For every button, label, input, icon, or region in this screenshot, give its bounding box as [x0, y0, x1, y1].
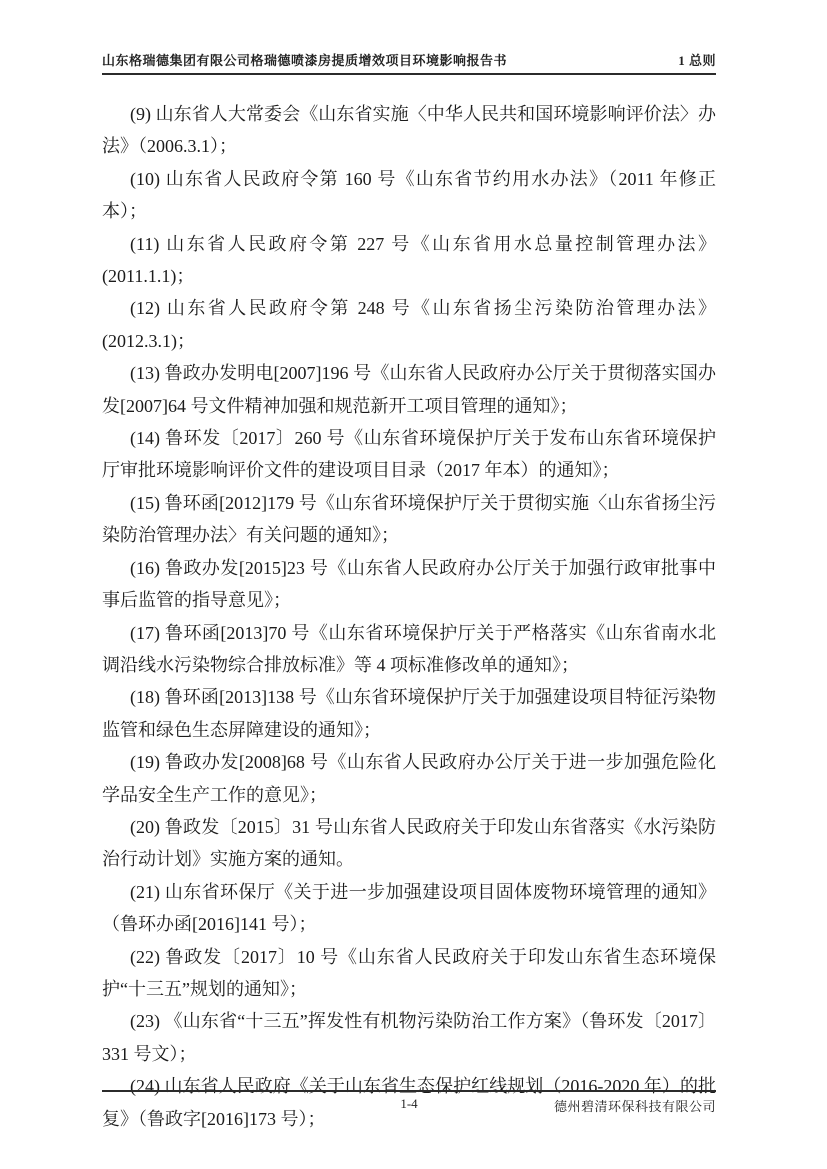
reference-item: (21) 山东省环保厅《关于进一步加强建设项目固体废物环境管理的通知》（鲁环办函[2016]141 号）； [102, 881, 716, 935]
document-body [102, 98, 716, 1135]
reference-item: (13) 鲁政办发明电[2007]196 号《山东省人民政府办公厅关于贯彻落实国办发[2007]64 号文件精神加强和规范新开工项目管理的通知》； [102, 363, 716, 416]
reference-item: (11) 山东省人民政府令第 227 号《山东省用水总量控制管理办法》(2011.1.1)； [102, 233, 716, 287]
page-header [102, 50, 716, 75]
page-number: 1-4 [400, 1096, 418, 1111]
footer-company-name: 德州碧清环保科技有限公司 [553, 1099, 716, 1114]
reference-item: (19) 鲁政办发[2008]68 号《山东省人民政府办公厅关于进一步加强危险化学品安全生产工作的意见》； [102, 752, 716, 805]
page-footer [102, 1096, 716, 1116]
reference-item: (16) 鲁政办发[2015]23 号《山东省人民政府办公厅关于加强行政审批事中事后监管的指导意见》； [102, 557, 716, 611]
reference-item: (18) 鲁环函[2013]138 号《山东省环境保护厅关于加强建设项目特征污染物监管和绿色生态屏障建设的通知》； [102, 687, 716, 740]
reference-item: (9) 山东省人大常委会《山东省实施〈中华人民共和国环境影响评价法〉办法》（2006.3.1）； [102, 104, 716, 157]
reference-item: (10) 山东省人民政府令第 160 号《山东省节约用水办法》（2011 年修正本）； [102, 168, 716, 222]
reference-item: (22) 鲁政发〔2017〕10 号《山东省人民政府关于印发山东省生态环境保护“十三五”规划的通知》； [102, 946, 716, 999]
reference-item: (15) 鲁环函[2012]179 号《山东省环境保护厅关于贯彻实施〈山东省扬尘污染防治管理办法〉有关问题的通知》； [102, 492, 716, 546]
reference-item: (23) 《山东省“十三五”挥发性有机物污染防治工作方案》（鲁环发〔2017〕331 号文）； [102, 1011, 716, 1064]
reference-item: (17) 鲁环函[2013]70 号《山东省环境保护厅关于严格落实《山东省南水北调沿线水污染物综合排放标准》等 4 项标准修改单的通知》； [102, 622, 716, 675]
reference-item: (12) 山东省人民政府令第 248 号《山东省扬尘污染防治管理办法》(2012.3.1)； [102, 298, 716, 351]
chapter-label: 1 总则 [678, 53, 716, 68]
report-title: 山东格瑞德集团有限公司格瑞德喷漆房提质增效项目环境影响报告书 [102, 53, 508, 68]
reference-item: (24) 山东省人民政府《关于山东省生态保护红线规划（2016-2020 年）的批复》（鲁政字[2016]173 号）； [102, 1076, 716, 1129]
reference-item: (14) 鲁环发〔2017〕260 号《山东省环境保护厅关于发布山东省环境保护厅审批环境影响评价文件的建设项目目录（2017 年本）的通知》； [102, 428, 716, 481]
reference-item: (20) 鲁政发〔2015〕31 号山东省人民政府关于印发山东省落实《水污染防治行动计划》实施方案的通知。 [102, 816, 716, 870]
footer-divider [102, 1090, 716, 1092]
